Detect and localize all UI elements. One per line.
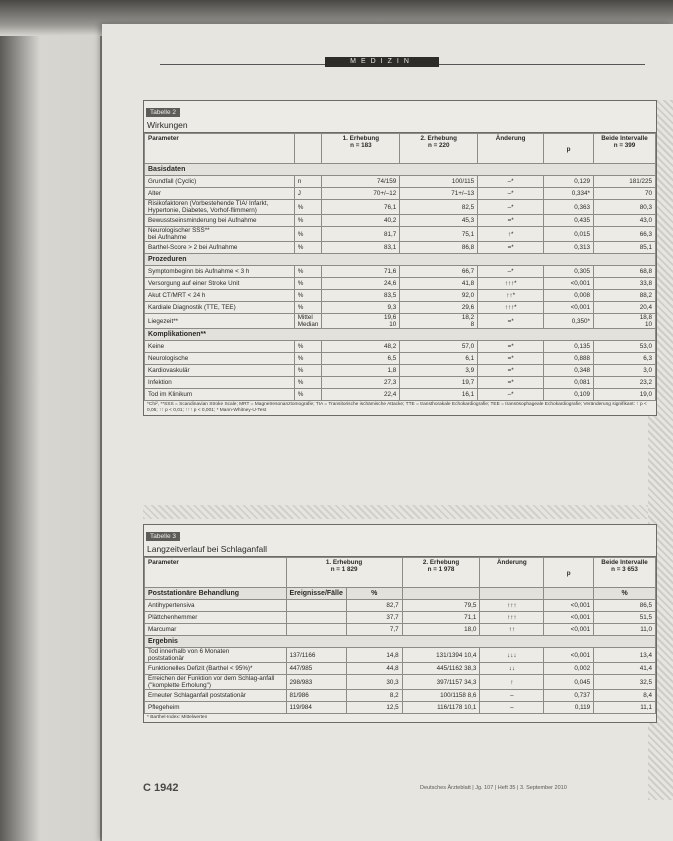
table-cell: Tod innerhalb von 6 Monaten poststationär <box>145 648 287 663</box>
col-header: p <box>544 134 594 164</box>
section-title: Poststationäre Behandlung <box>145 588 287 600</box>
table-cell: Tod im Klinikum <box>145 389 295 401</box>
subcol-header <box>480 588 544 600</box>
table-footnote: *Chi², **SSS = Scandinavian Stroke Scale; MRT = Magnetresonanztomografie; TIA = Transitorische ischämische Attacke; TTE = transthorakale Echokardiografie; TEE = transösophageale Echokardiografie; Veränderung signifikant: ↑ p < 0,05; ↑↑ p < 0,01; ↑↑↑ p < 0,001; * Mann-Whitney-U-Test <box>147 402 647 413</box>
table-row <box>145 675 656 690</box>
table-cell: ↑↑↑* <box>478 278 544 290</box>
table-cell: 0,350* <box>544 314 594 329</box>
table-cell: 27,3 <box>322 377 400 389</box>
page-number: C 1942 <box>143 782 179 794</box>
table-cell: ↑↑↑ <box>480 612 544 624</box>
table-cell: % <box>294 266 322 278</box>
table-cell: Barthel-Score > 2 bei Aufnahme <box>145 242 295 254</box>
table-cell: 83,1 <box>322 242 400 254</box>
table-cell: 18,8 10 <box>594 314 656 329</box>
table-cell: % <box>294 365 322 377</box>
table-cell: Erreichen der Funktion vor dem Schlag-anfall ("komplette Erholung") <box>145 675 287 690</box>
table-cell: 24,6 <box>322 278 400 290</box>
col-header: p <box>544 558 594 588</box>
page-footer: Deutsches Ärzteblatt | Jg. 107 | Heft 35 | 3. September 2010 <box>420 785 567 791</box>
table-cell: 71+/–13 <box>400 188 478 200</box>
table-cell: 0,015 <box>544 227 594 242</box>
table-cell: 0,045 <box>544 675 594 690</box>
table-cell: % <box>294 302 322 314</box>
table-cell: 43,0 <box>594 215 656 227</box>
table-cell: 0,363 <box>544 200 594 215</box>
table-row <box>145 266 656 278</box>
table-cell: 68,8 <box>594 266 656 278</box>
col-header: 2. Erhebung n = 220 <box>400 134 478 164</box>
table-cell: 0,008 <box>544 290 594 302</box>
table-cell: =* <box>478 353 544 365</box>
table-cell: 88,2 <box>594 290 656 302</box>
table-cell: Pflegeheim <box>145 702 287 714</box>
table-cell: 70+/–12 <box>322 188 400 200</box>
table-cell: 8,4 <box>594 690 656 702</box>
table-cell: =* <box>478 365 544 377</box>
table-footnote: * Barthel-Index: Mittelwerten <box>147 715 208 720</box>
table-cell: 57,0 <box>400 341 478 353</box>
table-cell: Marcumar <box>145 624 287 636</box>
table-cell: 20,4 <box>594 302 656 314</box>
table-cell: 137/1166 <box>286 648 346 663</box>
table-cell: 3,0 <box>594 365 656 377</box>
table-cell: 0,135 <box>544 341 594 353</box>
table-cell: 445/1162 38,3 <box>402 663 480 675</box>
table-cell: 181/225 <box>594 176 656 188</box>
table-cell: 66,3 <box>594 227 656 242</box>
table-cell: 45,3 <box>400 215 478 227</box>
table-cell: 19,6 10 <box>322 314 400 329</box>
table-cell: 12,5 <box>346 702 402 714</box>
table-cell: 0,129 <box>544 176 594 188</box>
table-cell: Kardiale Diagnostik (TTE, TEE) <box>145 302 295 314</box>
table-cell: <0,001 <box>544 624 594 636</box>
table-row <box>145 200 656 215</box>
table-cell: 86,8 <box>400 242 478 254</box>
table-cell: 82,7 <box>346 600 402 612</box>
table-cell: =* <box>478 377 544 389</box>
table-cell: Antihypertensiva <box>145 600 287 612</box>
table-cell: 85,1 <box>594 242 656 254</box>
table-cell: Versorgung auf einer Stroke Unit <box>145 278 295 290</box>
table-cell: ↑ <box>480 675 544 690</box>
table-row <box>145 215 656 227</box>
table-cell: –* <box>478 200 544 215</box>
table-cell: % <box>294 242 322 254</box>
section-row <box>145 329 656 341</box>
table-cell: % <box>294 341 322 353</box>
table-row <box>145 341 656 353</box>
table-row <box>145 302 656 314</box>
table-cell: 0,081 <box>544 377 594 389</box>
table-cell: % <box>294 227 322 242</box>
section-title: Prozeduren <box>145 254 656 266</box>
table-cell: ↑↑↑ <box>480 600 544 612</box>
table-label: Tabelle 2 <box>146 108 180 117</box>
table-cell: 79,5 <box>402 600 480 612</box>
table-row <box>145 242 656 254</box>
table-cell: <0,001 <box>544 600 594 612</box>
table-cell: 100/1158 8,6 <box>402 690 480 702</box>
table-cell: 48,2 <box>322 341 400 353</box>
table-cell: 37,7 <box>346 612 402 624</box>
table-title: Wirkungen <box>144 119 656 133</box>
table-cell: Funktionelles Defizit (Barthel < 95%)* <box>145 663 287 675</box>
table-cell: 19,7 <box>400 377 478 389</box>
table-cell: 71,6 <box>322 266 400 278</box>
table-cell: 74/159 <box>322 176 400 188</box>
table-cell: Plättchenhemmer <box>145 612 287 624</box>
table-cell: 70 <box>594 188 656 200</box>
table-cell: 82,5 <box>400 200 478 215</box>
table-cell: Liegezeit** <box>145 314 295 329</box>
table-cell: 0,313 <box>544 242 594 254</box>
table-row <box>145 353 656 365</box>
table-label: Tabelle 3 <box>146 532 180 541</box>
table-cell: 0,348 <box>544 365 594 377</box>
table-cell: Kardiovaskulär <box>145 365 295 377</box>
section-row <box>145 254 656 266</box>
table-title: Langzeitverlauf bei Schlaganfall <box>144 543 656 557</box>
table-cell: 41,8 <box>400 278 478 290</box>
table-cell: 13,4 <box>594 648 656 663</box>
table-cell: 41,4 <box>594 663 656 675</box>
table-row <box>145 365 656 377</box>
table-cell: ↑↑↑* <box>478 302 544 314</box>
table-row <box>145 314 656 329</box>
table-cell: –* <box>478 389 544 401</box>
table-cell: % <box>294 200 322 215</box>
table-cell: 7,7 <box>346 624 402 636</box>
table-3-grid <box>144 557 656 714</box>
table-cell: 0,334* <box>544 188 594 200</box>
table-cell: Bewusstseinsminderung bei Aufnahme <box>145 215 295 227</box>
table-row <box>145 702 656 714</box>
table-cell: 71,1 <box>402 612 480 624</box>
table-cell: % <box>294 353 322 365</box>
subcol-header <box>402 588 480 600</box>
table-cell: 14,8 <box>346 648 402 663</box>
col-header: Beide Intervalle n = 3 653 <box>594 558 656 588</box>
table-cell: % <box>294 389 322 401</box>
table-cell: 0,109 <box>544 389 594 401</box>
table-cell: <0,001 <box>544 302 594 314</box>
table-2 <box>143 100 657 416</box>
col-header: Parameter <box>145 558 287 588</box>
table-cell: 16,1 <box>400 389 478 401</box>
section-row <box>145 636 656 648</box>
table-cell: 40,2 <box>322 215 400 227</box>
table-cell: 119/984 <box>286 702 346 714</box>
table-cell: ↓↓↓ <box>480 648 544 663</box>
table-cell <box>286 612 346 624</box>
table-cell: 0,002 <box>544 663 594 675</box>
table-cell: 3,9 <box>400 365 478 377</box>
table-cell: Symptombeginn bis Aufnahme < 3 h <box>145 266 295 278</box>
table-cell: Mittel Median <box>294 314 322 329</box>
table-2-grid <box>144 133 656 401</box>
table-cell: 0,888 <box>544 353 594 365</box>
table-cell: ↑* <box>478 227 544 242</box>
table-cell: 11,0 <box>594 624 656 636</box>
table-cell: 0,435 <box>544 215 594 227</box>
table-cell: % <box>294 290 322 302</box>
table-row <box>145 377 656 389</box>
table-cell: 8,2 <box>346 690 402 702</box>
table-cell: Risikofaktoren (Vorbestehende TIA/ Infarkt, Hypertonie, Diabetes, Vorhof-flimmern) <box>145 200 295 215</box>
table-cell: 44,8 <box>346 663 402 675</box>
table-row <box>145 389 656 401</box>
col-header: 1. Erhebung n = 183 <box>322 134 400 164</box>
section-title: Komplikationen** <box>145 329 656 341</box>
table-cell <box>286 600 346 612</box>
table-row <box>145 648 656 663</box>
table-cell: 397/1157 34,3 <box>402 675 480 690</box>
col-header: Änderung <box>478 134 544 164</box>
subcol-header: Ereignisse/Fälle <box>286 588 346 600</box>
table-cell: =* <box>478 314 544 329</box>
section-header: MEDIZIN <box>325 57 439 67</box>
table-cell: 81/986 <box>286 690 346 702</box>
table-cell: 86,5 <box>594 600 656 612</box>
table-cell: Neurologische <box>145 353 295 365</box>
table-cell: 75,1 <box>400 227 478 242</box>
table-cell: Keine <box>145 341 295 353</box>
book-gutter <box>0 0 100 841</box>
table-cell: <0,001 <box>544 612 594 624</box>
table-cell: <0,001 <box>544 648 594 663</box>
section-row <box>145 164 656 176</box>
table-cell: 19,0 <box>594 389 656 401</box>
table-cell: 0,119 <box>544 702 594 714</box>
table-cell: ↓↓ <box>480 663 544 675</box>
col-header: 1. Erhebung n = 1 829 <box>286 558 402 588</box>
table-cell: 51,5 <box>594 612 656 624</box>
table-cell: 80,3 <box>594 200 656 215</box>
table-cell: =* <box>478 242 544 254</box>
subcol-header: % <box>594 588 656 600</box>
table-cell: Akut CT/MRT < 24 h <box>145 290 295 302</box>
table-cell: 76,1 <box>322 200 400 215</box>
table-cell: 32,5 <box>594 675 656 690</box>
table-cell: 11,1 <box>594 702 656 714</box>
table-cell: 18,0 <box>402 624 480 636</box>
table-cell: 131/1394 10,4 <box>402 648 480 663</box>
table-cell: 6,5 <box>322 353 400 365</box>
table-cell: <0,001 <box>544 278 594 290</box>
table-row <box>145 663 656 675</box>
col-header <box>294 134 322 164</box>
table-cell: 81,7 <box>322 227 400 242</box>
col-header: Parameter <box>145 134 295 164</box>
table-cell: % <box>294 278 322 290</box>
table-cell: 1,8 <box>322 365 400 377</box>
table-cell: % <box>294 215 322 227</box>
subcol-header: % <box>346 588 402 600</box>
table-row <box>145 612 656 624</box>
table-cell: –* <box>478 188 544 200</box>
table-row <box>145 624 656 636</box>
table-cell: – <box>480 702 544 714</box>
table-cell: –* <box>478 266 544 278</box>
table-cell: 9,3 <box>322 302 400 314</box>
table-cell: n <box>294 176 322 188</box>
table-cell: –* <box>478 176 544 188</box>
table-cell: 30,3 <box>346 675 402 690</box>
table-row <box>145 278 656 290</box>
table-cell <box>286 624 346 636</box>
table-cell: =* <box>478 341 544 353</box>
table-cell: 92,0 <box>400 290 478 302</box>
subcol-header <box>544 588 594 600</box>
table-3 <box>143 524 657 723</box>
table-cell: J <box>294 188 322 200</box>
table-cell: 23,2 <box>594 377 656 389</box>
section-row <box>145 588 656 600</box>
table-row <box>145 227 656 242</box>
table-cell: 53,0 <box>594 341 656 353</box>
table-cell: 298/983 <box>286 675 346 690</box>
section-title: Ergebnis <box>145 636 656 648</box>
table-cell: Neurologischer SSS** bei Aufnahme <box>145 227 295 242</box>
table-cell: Infektion <box>145 377 295 389</box>
section-title: Basisdaten <box>145 164 656 176</box>
table-cell: Grundfall (Cyclic) <box>145 176 295 188</box>
table-cell: ↑↑* <box>478 290 544 302</box>
col-header: Änderung <box>480 558 544 588</box>
table-cell: – <box>480 690 544 702</box>
table-cell: Erneuter Schlaganfall poststationär <box>145 690 287 702</box>
table-cell: 0,737 <box>544 690 594 702</box>
table-row <box>145 690 656 702</box>
page-texture-strip <box>143 505 648 519</box>
table-row <box>145 600 656 612</box>
table-cell: 6,3 <box>594 353 656 365</box>
table-cell: 83,5 <box>322 290 400 302</box>
table-cell: 29,6 <box>400 302 478 314</box>
table-cell: 22,4 <box>322 389 400 401</box>
table-cell: ↑↑ <box>480 624 544 636</box>
table-cell: 0,305 <box>544 266 594 278</box>
table-row <box>145 290 656 302</box>
col-header: 2. Erhebung n = 1 978 <box>402 558 480 588</box>
table-cell: % <box>294 377 322 389</box>
table-row <box>145 188 656 200</box>
table-cell: 6,1 <box>400 353 478 365</box>
table-cell: 100/115 <box>400 176 478 188</box>
col-header: Beide Intervalle n = 399 <box>594 134 656 164</box>
table-cell: 116/1178 10,1 <box>402 702 480 714</box>
table-cell: 66,7 <box>400 266 478 278</box>
table-row <box>145 176 656 188</box>
table-cell: 18,2 8 <box>400 314 478 329</box>
table-cell: 447/985 <box>286 663 346 675</box>
table-cell: =* <box>478 215 544 227</box>
table-cell: Alter <box>145 188 295 200</box>
table-cell: 33,8 <box>594 278 656 290</box>
